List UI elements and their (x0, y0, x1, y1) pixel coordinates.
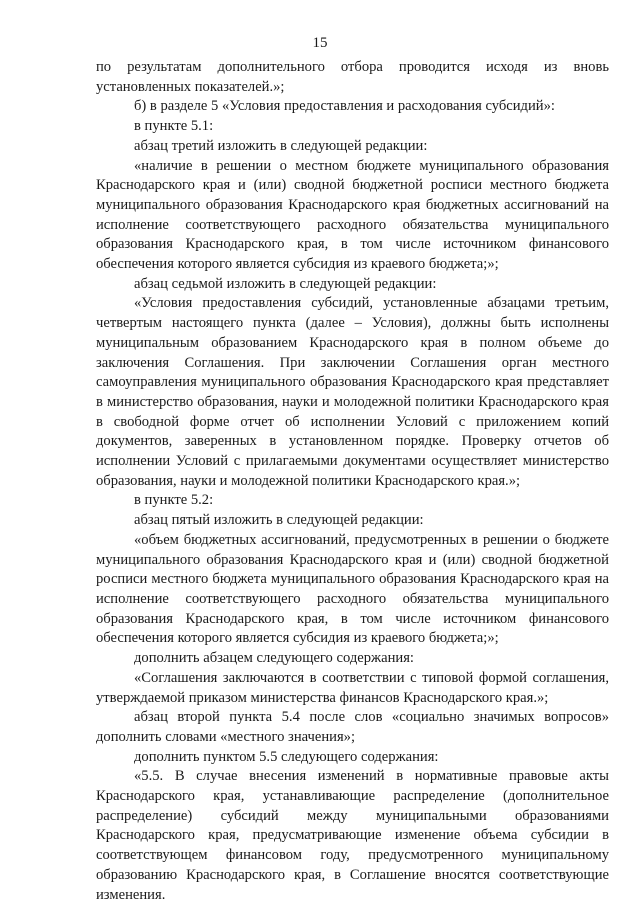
paragraph: в пункте 5.1: (134, 118, 214, 135)
paragraph: б) в разделе 5 «Условия предоставления и расходования субсидий»: (134, 98, 555, 115)
paragraph: абзац второй пункта 5.4 после слов «социально значимых вопросов» дополнить словами «местного значения»; (96, 709, 609, 745)
paragraph: «наличие в решении о местном бюджете муниципального образования Краснодарского края и (или) сводной бюджетной росписи местного бюджета муниципального образования Краснодарского края бюджетных ассигнований на исполнение соответствующего расходного обязательства муниципального образования Краснодарского края, в том числе источником финансового обеспечения которого является субсидия из краевого бюджета;»; (96, 157, 609, 273)
document-body (96, 58, 609, 905)
page-number: 15 (312, 35, 328, 51)
paragraph: «Условия предоставления субсидий, установленные абзацами третьим, четвертым настоящего пункта (далее – Условия), должны быть исполнены муниципальным образованием Краснодарского края в полном объеме до заключения Соглашения. При заключении Соглашения орган местного самоуправления муниципального образования Краснодарского края представляет в министерство образования, науки и молодежной политики Краснодарского края в свободной форме отчет об исполнении Условий с приложением копий документов, заверенных в установленном порядке. Проверку отчетов об исполнении Условий с прилагаемыми документами осуществляет министерство образования, науки и молодежной политики Краснодарского края.»; (96, 295, 609, 489)
paragraph: в пункте 5.2: (134, 492, 214, 509)
paragraph: абзац седьмой изложить в следующей редакции: (134, 275, 437, 292)
paragraph: «объем бюджетных ассигнований, предусмотренных в решении о бюджете муниципального образования Краснодарского края и (или) сводной бюджетной росписи местного бюджета муниципального образования Краснодарского края на исполнение соответствующего расходного обязательства муниципального образования Краснодарского края, в том числе источником финансового обеспечения которого является субсидия из краевого бюджета;»; (96, 531, 609, 647)
paragraph: дополнить пунктом 5.5 следующего содержания: (134, 748, 439, 765)
paragraph: «5.5. В случае внесения изменений в нормативные правовые акты Краснодарского края, устанавливающие распределение (дополнительное распределение) субсидий между муниципальными образованиями Краснодарского края, предусматривающие изменение объема субсидии в соответствующем финансовом году, предусмотренного муниципальному образованию Краснодарского края, в Соглашение вносятся соответствующие изменения. (96, 768, 609, 903)
paragraph: абзац третий изложить в следующей редакции: (134, 137, 428, 154)
paragraph: «Соглашения заключаются в соответствии с типовой формой соглашения, утверждаемой приказом министерства финансов Краснодарского края.»; (96, 669, 609, 706)
paragraph: дополнить абзацем следующего содержания: (134, 650, 414, 667)
paragraph: по результатам дополнительного отбора проводится исходя из вновь установленных показателей.»; (96, 59, 609, 95)
paragraph: абзац пятый изложить в следующей редакции: (134, 512, 424, 529)
